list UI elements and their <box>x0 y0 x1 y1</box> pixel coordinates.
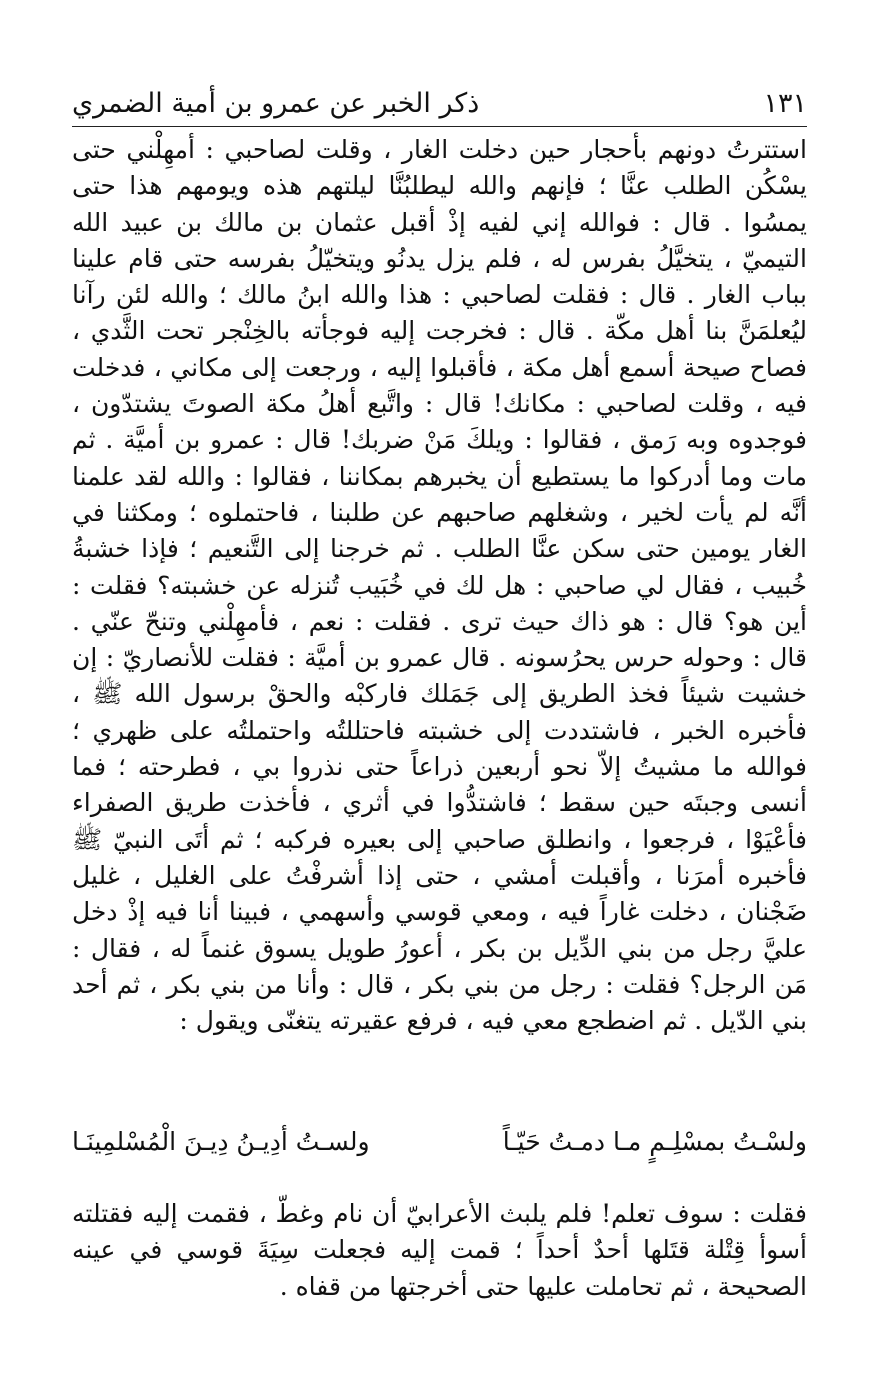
verse-first-hemistich: ولسْـتُ بمسْلِـمٍ مـا دمـتُ حَيّـاً <box>502 1126 807 1156</box>
body-text <box>72 132 807 1039</box>
prose-paragraph: استترتُ دونهم بأحجار حين دخلت الغار ، وقلت لصاحبي : أمهِلْني حتى يسْكُن الطلب عنَّا ؛ فإنهم والله ليطلبُنَّا ليلتهم هذه ويومهم هذا حتى يمسُوا . قال : فوالله إني لفيه إذْ أقبل عثمان بن مالك بن عبيد الله التيميّ ، يتخيَّلُ بفرس له ، فلم يزل يدنُو ويتخيّلُ بفرسه حتى قام علينا بباب الغار . قال : فقلت لصاحبي : هذا والله ابنُ مالك ؛ والله لئن رآنا ليُعلمَنَّ بنا أهل مكّة . قال : فخرجت إليه فوجأته بالخِنْجر تحت الثَّدي ، فصاح صيحة أسمع أهل مكة ، فأقبلوا إليه ، ورجعت إلى مكاني ، فدخلت فيه ، وقلت لصاحبي : مكانك! قال : واتَّبع أهلُ مكة الصوتَ يشتدّون ، فوجدوه وبه رَمق ، فقالوا : ويلكَ مَنْ ضربك! قال : عمرو بن أميَّة . ثم مات وما أدركوا ما يستطيع أن يخبرهم بمكاننا ، فقالوا : والله لقد علمنا أنَّه لم يأت لخير ، وشغلهم صاحبهم عن طلبنا ، فاحتملوه ؛ ومكثنا في الغار يومين حتى سكن عنَّا الطلب . ثم خرجنا إلى التَّنعيم ؛ فإذا خشبةُ خُبيب ، فقال لي صاحبي : هل لك في خُبَيب تُنزله عن خشبته؟ فقلت : أين هو؟ قال : هو ذاك حيث ترى . فقلت : نعم ، فأمهِلْني وتنحّ عنّي . قال : وحوله حرس يحرُسونه . قال عمرو بن أميَّة : فقلت للأنصاريّ : إن خشيت شيئاً فخذ الطريق إلى جَمَلك فاركبْه والحقْ برسول الله ﷺ ، فأخبره الخبر ، فاشتددت إلى خشبته فاحتللتُه واحتملتُه على ظهري ؛ فوالله ما مشيتُ إلاّ نحو أربعين ذراعاً حتى نذروا بي ، فطرحته ؛ فما أنسى وجبتَه حين سقط ؛ فاشتدُّوا في أثري ، فأخذت طريق الصفراء فأعْيَوْا ، فرجعوا ، وانطلق صاحبي إلى بعيره فركبه ؛ ثم أتَى النبيّ ﷺ فأخبره أمرَنا ، وأقبلت أمشي ، حتى إذا أشرفْتُ على الغليل ، غليل ضَجْنان ، دخلت غاراً فيه ، ومعي قوسي وأسهمي ، فبينا أنا فيه إذْ دخل عليَّ رجل من بني الدِّيل بن بكر ، أعورُ طويل يسوق غنماً له ، فقال : مَن الرجل؟ فقلت : رجل من بني بكر ، قال : وأنا من بني بكر ، ثم أحد بني الدّيل . ثم اضطجع معي فيه ، فرفع عقيرته يتغنّى ويقول : <box>72 135 808 1036</box>
running-title: ذكر الخبر عن عمرو بن أمية الضمري <box>72 87 480 119</box>
ending-text <box>72 1196 807 1305</box>
verse-second-hemistich: ولسـتُ أدِيـنُ دِيـنَ الْمُسْلمِينَـا <box>72 1126 370 1156</box>
page-number: ١٣١ <box>763 87 807 119</box>
page-header <box>72 74 807 127</box>
poetry-verse <box>72 1120 807 1162</box>
closing-paragraph: فقلت : سوف تعلم! فلم يلبث الأعرابيّ أن نام وغطّ ، فقمت إليه فقتلته أسوأ قِتْلة قتَلها أحدٌ أحداً ؛ قمت إليه فجعلت سِيَةَ قوسي في عينه الصحيحة ، ثم تحاملت عليها حتى أخرجتها من قفاه . <box>72 1199 807 1301</box>
